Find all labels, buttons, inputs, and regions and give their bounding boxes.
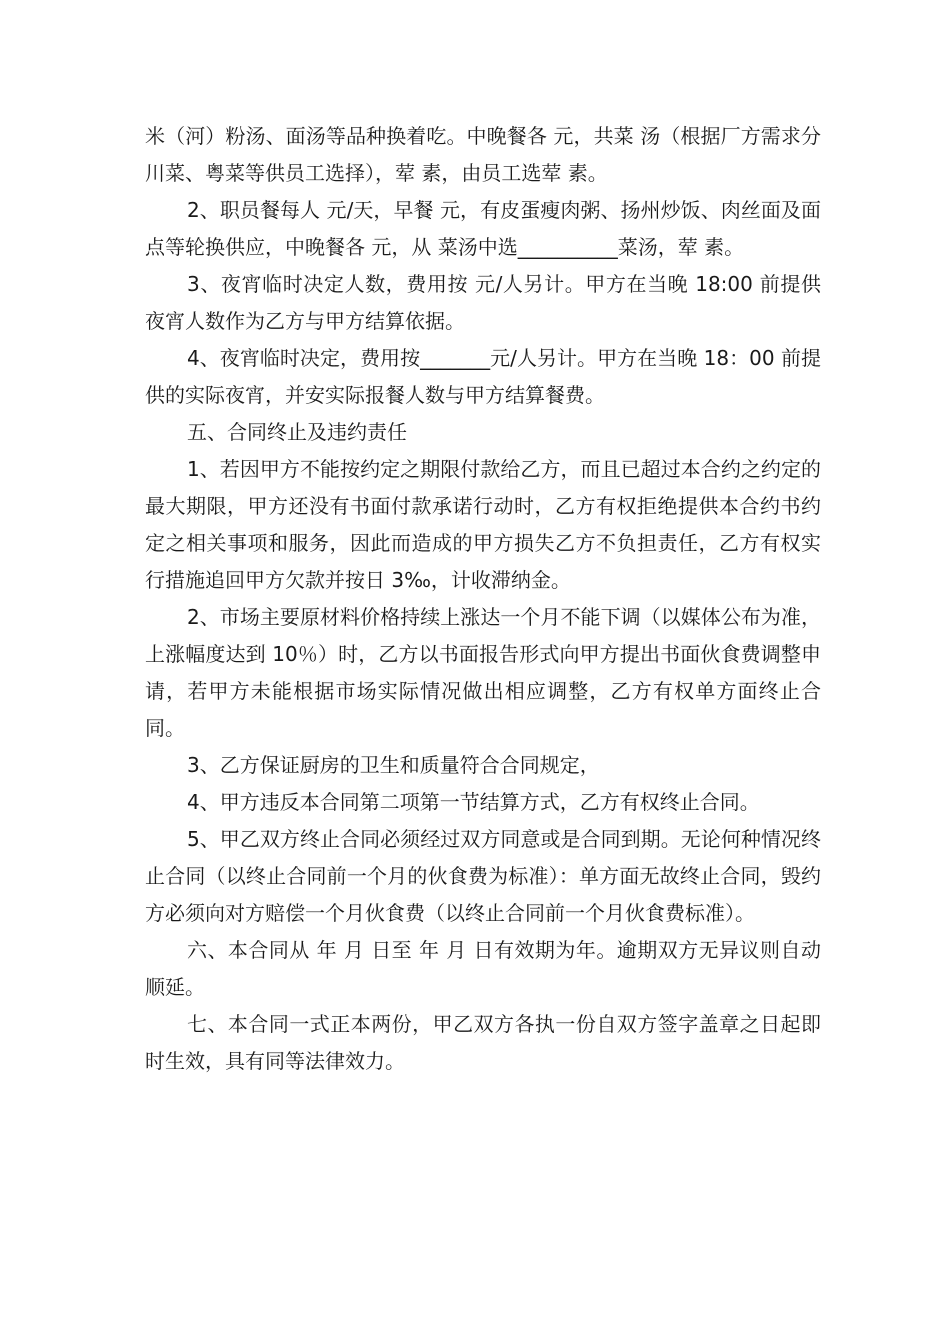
paragraph-mutual-termination: 5、甲乙双方终止合同必须经过双方同意或是合同到期。无论何种情况终止合同（以终止合同前一个月的伙食费为标准）：单方面无故终止合同，毁约方必须向对方赔偿一个月伙食费（以终止合同前一个月伙食费标准）。 [145, 827, 821, 925]
document-body [145, 118, 821, 1080]
paragraph-price-adjustment: 2、市场主要原材料价格持续上涨达一个月不能下调（以媒体公布为准，上涨幅度达到 10％）时，乙方以书面报告形式向甲方提出书面伙食费调整申请，若甲方未能根据市场实际情况做出相应调整，乙方有权单方面终止合同。 [145, 605, 821, 740]
section-heading-termination: 五、合同终止及违约责任 [187, 420, 407, 444]
paragraph-night-snack-fee: 4、夜宵临时决定，费用按_______元/人另计。甲方在当晚 18：00 前提供的实际夜宵，并安实际报餐人数与甲方结算餐费。 [145, 346, 821, 407]
paragraph-hygiene-guarantee: 3、乙方保证厨房的卫生和质量符合合同规定， [187, 753, 600, 777]
paragraph-night-snack-count: 3、夜宵临时决定人数，费用按 元/人另计。甲方在当晚 18:00 前提供夜宵人数作为乙方与甲方结算依据。 [145, 272, 821, 333]
paragraph-settlement-breach: 4、甲方违反本合同第二项第一节结算方式，乙方有权终止合同。 [187, 790, 760, 814]
section-heading-validity: 六、本合同从 年 月 日至 年 月 日有效期为年。逾期双方无异议则自动顺延。 [145, 938, 821, 999]
paragraph-late-payment: 1、若因甲方不能按约定之期限付款给乙方，而且已超过本合约之约定的最大期限，甲方还没有书面付款承诺行动时，乙方有权拒绝提供本合约书约定之相关事项和服务，因此而造成的甲方损失乙方不负担责任，乙方有权实行措施追回甲方欠款并按日 3‰，计收滞纳金。 [145, 457, 821, 592]
paragraph-staff-meal: 2、职员餐每人 元/天，早餐 元，有皮蛋瘦肉粥、扬州炒饭、肉丝面及面点等轮换供应，中晚餐各 元，从 菜汤中选__________菜汤，荤 素。 [145, 198, 821, 259]
paragraph-meal-options: 米（河）粉汤、面汤等品种换着吃。中晚餐各 元，共菜 汤（根据厂方需求分川菜、粤菜等供员工选择），荤 素，由员工选荤 素。 [145, 124, 821, 185]
section-heading-copies: 七、本合同一式正本两份，甲乙双方各执一份自双方签字盖章之日起即时生效，具有同等法律效力。 [145, 1012, 821, 1073]
